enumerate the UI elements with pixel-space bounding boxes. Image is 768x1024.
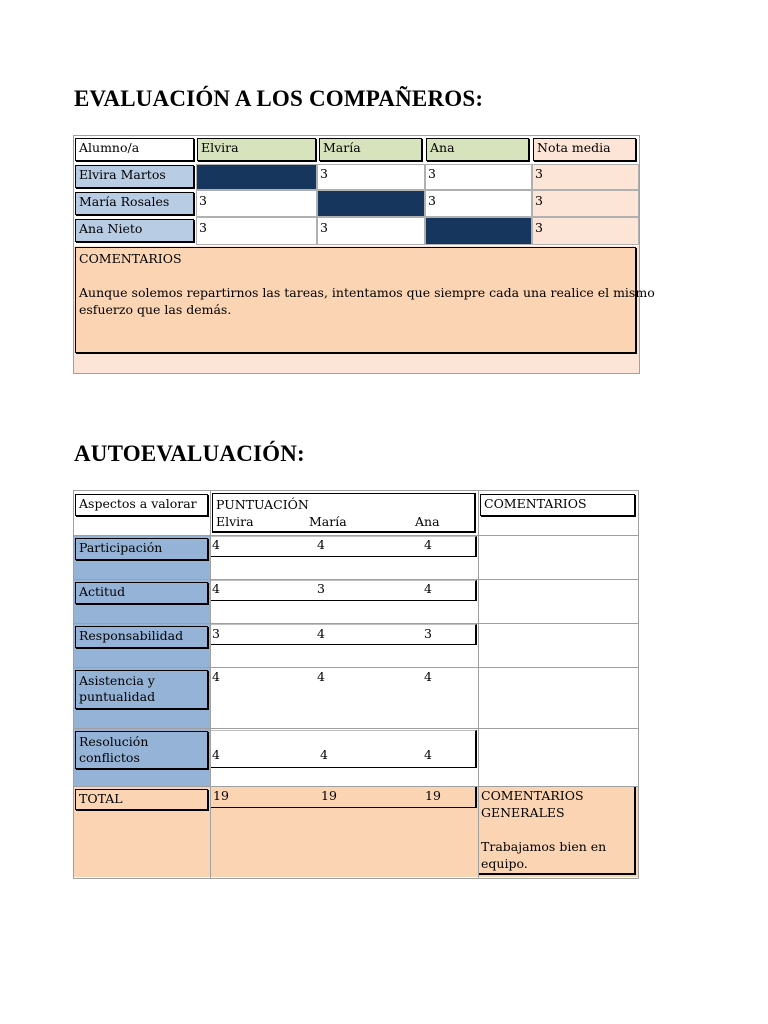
score-cell: 3 — [196, 190, 317, 217]
peer-comments-box — [75, 247, 655, 353]
header-comments: COMENTARIOS — [480, 494, 635, 516]
header-alumno: Alumno/a — [75, 138, 194, 161]
self-evaluation-title: AUTOEVALUACIÓN: — [74, 441, 305, 466]
aspect-label-box — [75, 731, 208, 769]
self-cell-blocked — [196, 164, 317, 190]
header-maria: María — [319, 138, 422, 161]
peer-comments-line-1: Aunque solemos repartirnos las tareas, intentamos que siempre cada una realice el mismo — [79, 285, 655, 300]
general-comments-label: GENERALES — [481, 805, 565, 820]
score-cell: 3 — [317, 217, 425, 245]
score-cell: 3 — [425, 164, 532, 190]
row-name-ana: Ana Nieto — [75, 219, 194, 242]
score-row: 4 4 4 — [211, 536, 477, 557]
score-cell: 3 — [317, 164, 425, 190]
header-name-elvira: Elvira — [216, 514, 254, 529]
header-elvira: Elvira — [197, 138, 316, 161]
header-score-box — [212, 493, 476, 533]
peer-evaluation-title: EVALUACIÓN A LOS COMPAÑEROS: — [74, 86, 484, 111]
score-row: 3 4 3 — [211, 624, 477, 645]
header-aspects: Aspectos a valorar — [75, 494, 208, 516]
total-scores: 19 19 19 — [211, 787, 477, 808]
aspect-label: conflictos — [79, 750, 140, 765]
general-comments-box — [479, 787, 636, 875]
aspect-label: Participación — [75, 538, 208, 560]
row-divider — [74, 728, 639, 729]
average-cell: 3 — [532, 190, 639, 217]
score-cell: 3 — [196, 217, 317, 245]
header-score: PUNTUACIÓN — [216, 497, 309, 512]
header-name-ana: Ana — [415, 514, 440, 529]
row-name-maria: María Rosales — [75, 192, 194, 215]
aspect-label-box — [75, 670, 208, 709]
general-comments-text: equipo. — [481, 856, 528, 871]
score-row: 4 4 4 — [211, 730, 477, 768]
average-cell: 3 — [532, 164, 639, 190]
score-row: 4 3 4 — [211, 580, 477, 601]
aspect-label: puntualidad — [79, 689, 156, 704]
total-label: TOTAL — [75, 789, 208, 810]
self-cell-blocked — [317, 190, 425, 217]
header-nota-media: Nota media — [533, 138, 636, 161]
general-comments-label: COMENTARIOS — [481, 788, 584, 803]
aspect-label: Resolución — [79, 734, 149, 749]
peer-comments-label: COMENTARIOS — [79, 251, 182, 266]
aspect-label: Actitud — [75, 582, 208, 604]
aspect-label: Responsabilidad — [75, 626, 208, 648]
self-cell-blocked — [425, 217, 532, 245]
aspect-label: Asistencia y — [79, 673, 155, 688]
header-ana: Ana — [426, 138, 529, 161]
general-comments-text: Trabajamos bien en — [481, 839, 607, 854]
row-name-elvira: Elvira Martos — [75, 165, 194, 188]
score-cell: 3 — [425, 190, 532, 217]
average-cell: 3 — [532, 217, 639, 245]
header-name-maria: María — [309, 514, 347, 529]
peer-comments-line-2: esfuerzo que las demás. — [79, 302, 232, 317]
score-row: 4 4 4 — [212, 669, 432, 684]
